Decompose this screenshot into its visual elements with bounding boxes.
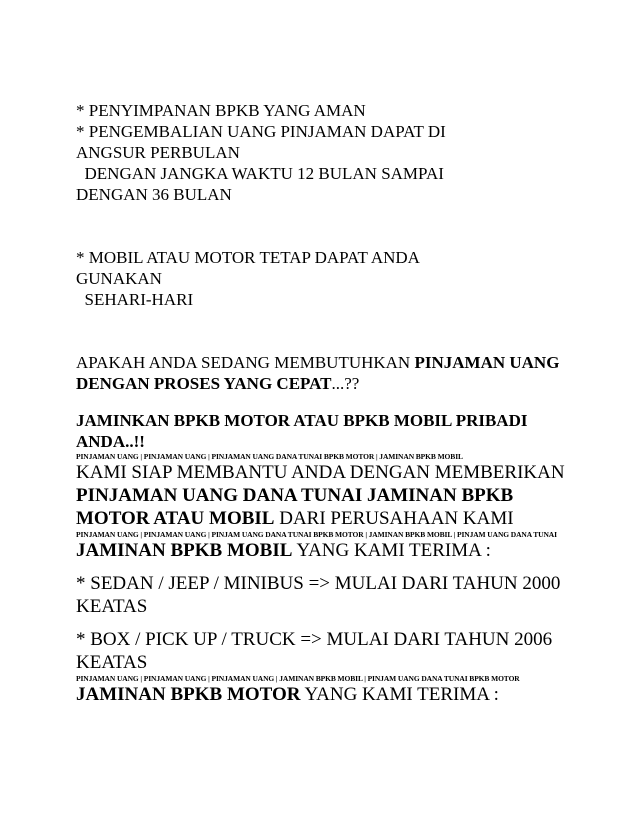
question-tail: ...??: [331, 374, 360, 393]
question-text: APAKAH ANDA SEDANG MEMBUTUHKAN: [76, 353, 415, 372]
heading-jaminkan: JAMINKAN BPKB MOTOR ATAU BPKB MOBIL PRIBADI ANDA..!!: [76, 411, 531, 451]
document-body: [76, 100, 576, 706]
keyword-tags: PINJAMAN UANG | PINJAMAN UANG | PINJAMAN UANG DANA TUNAI BPKB MOTOR | JAMINAN BPKB MOBIL: [76, 452, 463, 461]
list-item: * PENYIMPANAN BPKB YANG AMAN: [76, 101, 366, 120]
motor-heading-text: YANG KAMI TERIMA :: [300, 684, 499, 705]
question-paragraph: [76, 352, 576, 394]
keyword-tags: PINJAMAN UANG | PINJAMAN UANG | PINJAMAN UANG | JAMINAN BPKB MOBIL | PINJAM UANG DANA TUNAI BPKB MOTOR: [76, 674, 520, 683]
mobil-heading-text: YANG KAMI TERIMA :: [292, 540, 491, 561]
motor-heading-bold: JAMINAN BPKB MOTOR: [76, 684, 301, 705]
mobil-heading: [76, 539, 576, 562]
offer-paragraph: [76, 461, 576, 530]
keyword-tags: PINJAMAN UANG | PINJAMAN UANG | PINJAM UANG DANA TUNAI BPKB MOTOR | JAMINAN BPKB MOBIL | PINJAM UANG DANA TUNAI: [76, 530, 557, 539]
offer-text: KAMI SIAP MEMBANTU ANDA DENGAN MEMBERIKAN: [76, 462, 565, 483]
motor-heading: [76, 683, 576, 706]
list-item: * BOX / PICK UP / TRUCK => MULAI DARI TAHUN 2006 KEATAS: [76, 629, 553, 673]
list-item: * PENGEMBALIAN UANG PINJAMAN DAPAT DI ANGSUR PERBULAN DENGAN JANGKA WAKTU 12 BULAN SAMPAI DENGAN 36 BULAN: [76, 122, 446, 204]
question-bold-text: PINJAMAN UANG DENGAN PROSES YANG CEPAT: [76, 353, 564, 393]
list-item: * SEDAN / JEEP / MINIBUS => MULAI DARI TAHUN 2000 KEATAS: [76, 573, 561, 617]
mobil-heading-bold: JAMINAN BPKB MOBIL: [76, 540, 293, 561]
offer-tail: DARI PERUSAHAAN KAMI: [274, 508, 514, 529]
offer-bold-text: PINJAMAN UANG DANA TUNAI JAMINAN BPKB MOTOR ATAU MOBIL: [76, 485, 514, 529]
list-item: * MOBIL ATAU MOTOR TETAP DAPAT ANDA GUNAKAN SEHARI-HARI: [76, 248, 420, 309]
